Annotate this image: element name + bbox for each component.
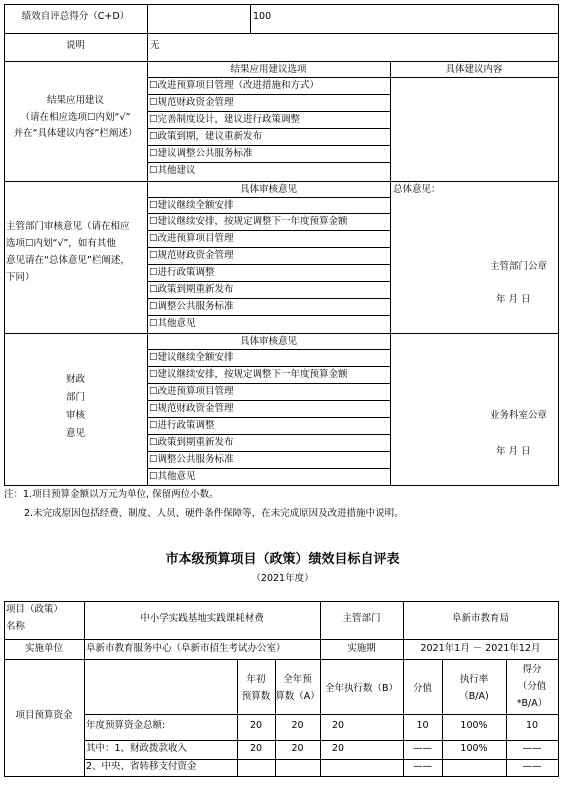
result-option[interactable]: ☐完善制度设计，建议进行政策调整: [149, 114, 301, 125]
finance-option[interactable]: ☐建议继续安排，按规定调整下一年度预算金额: [149, 369, 348, 380]
rule: [4, 485, 558, 486]
rule: [147, 197, 390, 198]
rule: [403, 659, 404, 777]
rule: [4, 333, 558, 334]
project-name-label-line: 名称: [6, 621, 26, 632]
col-executed: 全年执行数（B）: [324, 683, 399, 694]
rule: [147, 383, 390, 384]
dept: 阜新市教育局: [451, 613, 509, 624]
finance-option[interactable]: ☐调整公共服务标准: [149, 454, 234, 465]
finance-option[interactable]: ☐改进预算项目管理: [149, 386, 234, 397]
rule: [4, 601, 558, 602]
finance-option[interactable]: ☐其他意见: [149, 471, 196, 482]
finance-label-line: 意见: [65, 428, 85, 439]
rule: [4, 4, 558, 5]
score-value: 100: [253, 11, 272, 22]
supervisor-label-line: 下同）: [6, 272, 35, 283]
rule: [147, 111, 390, 112]
rule: [390, 61, 391, 486]
cell-rate: 100%: [460, 720, 488, 731]
col-initial-line: 预算数: [241, 691, 271, 702]
rule: [84, 740, 558, 741]
col-score-line: *B/A）: [516, 698, 548, 709]
supervisor-option[interactable]: ☐规范财政资金管理: [149, 250, 234, 261]
rule: [147, 298, 390, 299]
cell-annual: 20: [291, 743, 304, 754]
result-label-line: （请在相应选项☐内划“√”: [20, 112, 131, 123]
finance-seal: 业务科室公章: [490, 410, 548, 421]
rule: [320, 659, 321, 777]
result-label-line: 结果应用建议: [46, 95, 104, 106]
dept-label: 主管部门: [342, 613, 381, 624]
rule: [250, 4, 251, 34]
rule: [147, 468, 390, 469]
form-title: 市本级预算项目（政策）绩效目标自评表: [165, 552, 400, 567]
supervisor-label-line: 主管部门审核意见（请在相应: [6, 221, 130, 232]
col-rate-line: 执行率: [459, 674, 489, 685]
rule: [147, 451, 390, 452]
result-option[interactable]: ☐改进预算项目管理（改进措施和方式）: [149, 80, 320, 91]
period: 2021年1月 － 2021年12月: [420, 643, 541, 654]
row-label: 2、中央、省转移支付资金: [86, 761, 197, 772]
result-option[interactable]: ☐规范财政资金管理: [149, 97, 234, 108]
finance-header: 具体审核意见: [239, 336, 297, 347]
form-year: （2021年度）: [251, 573, 314, 584]
cell-executed: 20: [332, 720, 345, 731]
rule: [84, 714, 558, 715]
rule: [147, 434, 390, 435]
cell-annual: 20: [291, 720, 304, 731]
rule: [147, 230, 390, 231]
supervisor-overall-label: 总体意见：: [393, 184, 441, 195]
rule: [147, 77, 558, 78]
cell-weight: 10: [416, 720, 429, 731]
row-label: 年度预算资金总额:: [86, 720, 166, 731]
rule: [147, 94, 390, 95]
rule: [4, 33, 558, 34]
rule: [147, 400, 390, 401]
supervisor-option[interactable]: ☐政策到期重新发布: [149, 284, 234, 295]
rule: [4, 639, 558, 640]
result-label-line: 并在“具体建议内容”栏阐述）: [13, 128, 138, 139]
cell-rate: 100%: [460, 743, 488, 754]
supervisor-option[interactable]: ☐调整公共服务标准: [149, 301, 234, 312]
desc-value: 无: [150, 40, 160, 51]
result-option[interactable]: ☐政策到期，建议重新发布: [149, 131, 263, 142]
rule: [4, 601, 5, 777]
project-name-label-line: 项目（政策）: [6, 604, 64, 615]
cell-initial: 20: [249, 743, 263, 754]
project-name: 中小学实践基地实践课耗材费: [140, 613, 264, 624]
rule: [147, 349, 390, 350]
col-weight: 分值: [412, 683, 432, 694]
supervisor-option[interactable]: ☐建议继续安排，按规定调整下一年度预算金额: [149, 216, 348, 227]
rule: [147, 128, 390, 129]
finance-option[interactable]: ☐政策到期重新发布: [149, 437, 234, 448]
period-label: 实施期: [347, 643, 376, 654]
rule: [147, 417, 390, 418]
supervisor-date: 年 月 日: [496, 294, 531, 305]
finance-label-line: 部门: [65, 392, 85, 403]
rule: [147, 366, 390, 367]
col-rate-line: （B/A): [459, 691, 489, 702]
rule: [4, 181, 558, 182]
cell-score: 10: [525, 720, 539, 731]
result-options-header: 结果应用建议选项: [230, 64, 307, 75]
result-option[interactable]: ☐建议调整公共服务标准: [149, 148, 253, 159]
rule: [147, 145, 390, 146]
supervisor-option[interactable]: ☐改进预算项目管理: [149, 233, 234, 244]
note-2: 2.未完成原因包括经费、制度、人员、硬件条件保障等，在未完成原因及改进措施中说明。: [24, 508, 404, 519]
finance-label-line: 审核: [65, 410, 85, 421]
unit: 阜新市教育服务中心（阜新市招生考试办公室）: [86, 643, 286, 654]
rule: [4, 776, 558, 777]
rule: [84, 759, 558, 760]
col-score-line: （分值: [517, 681, 547, 692]
rule: [147, 264, 390, 265]
cell-weight: ——: [413, 761, 432, 772]
finance-option[interactable]: ☐规范财政资金管理: [149, 403, 234, 414]
finance-option[interactable]: ☐建议继续全额安排: [149, 352, 234, 363]
unit-label: 实施单位: [24, 643, 63, 654]
col-annual-line: 全年预: [283, 674, 312, 685]
col-score-line: 得分: [522, 664, 542, 675]
rule: [84, 601, 85, 777]
finance-date: 年 月 日: [496, 446, 531, 457]
cell-score: ——: [522, 761, 542, 772]
col-annual-line: 算数（A）: [275, 691, 320, 702]
rule: [4, 61, 558, 62]
cell-score: ——: [522, 743, 542, 754]
row-label: 其中：1、财政拨款收入: [86, 743, 188, 754]
col-initial-line: 年初: [246, 674, 266, 685]
supervisor-header: 具体审核意见: [239, 184, 297, 195]
score-label: 绩效自评总得分（C+D）: [21, 11, 130, 22]
rule: [558, 4, 559, 486]
rule: [147, 4, 148, 486]
finance-option[interactable]: ☐进行政策调整: [149, 420, 215, 431]
note-1: 注：1.项目预算金额以万元为单位, 保留两位小数。: [4, 489, 219, 500]
rule: [147, 281, 390, 282]
rule: [147, 315, 390, 316]
cell-initial: 20: [249, 720, 263, 731]
supervisor-label-line: 选项☐内划“√”，如有其他: [6, 238, 116, 249]
supervisor-option[interactable]: ☐其他意见: [149, 318, 196, 329]
cell-weight: ——: [413, 743, 432, 754]
finance-label-line: 财政: [65, 374, 85, 385]
result-option[interactable]: ☐其他建议: [149, 165, 196, 176]
supervisor-seal: 主管部门公章: [490, 261, 548, 272]
supervisor-option[interactable]: ☐进行政策调整: [149, 267, 215, 278]
rule: [147, 247, 390, 248]
cell-executed: 20: [332, 743, 345, 754]
supervisor-option[interactable]: ☐建议继续全额安排: [149, 200, 234, 211]
rule: [558, 601, 559, 777]
rule: [147, 213, 390, 214]
rule: [147, 162, 390, 163]
rule: [4, 659, 558, 660]
desc-label: 说明: [65, 40, 85, 51]
result-content-header: 具体建议内容: [445, 64, 503, 75]
funds-label: 项目预算资金: [15, 710, 73, 721]
rule: [506, 659, 507, 777]
supervisor-label-line: 意见请在“总体意见”栏阐述，: [6, 255, 130, 266]
